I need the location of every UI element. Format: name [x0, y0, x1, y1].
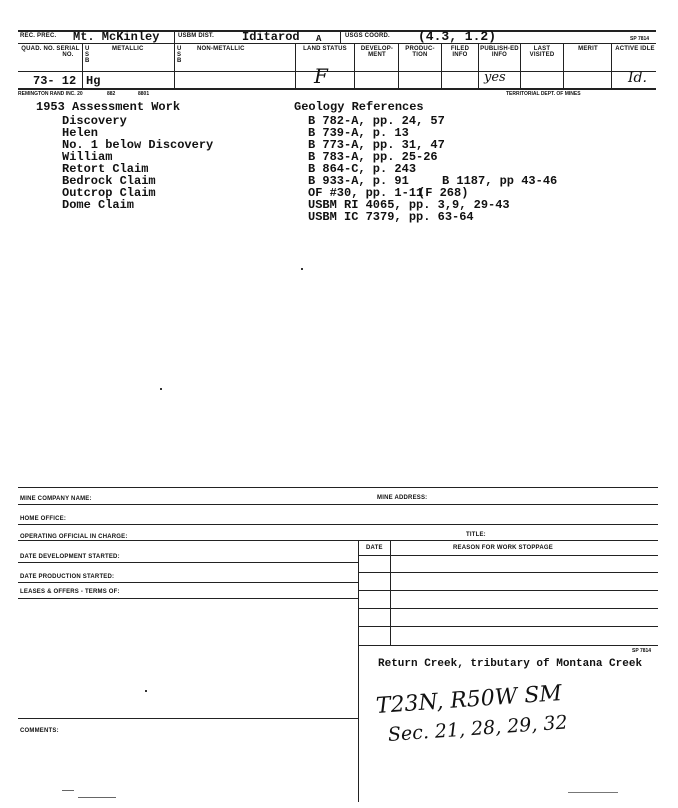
scribble-mark: [62, 790, 74, 791]
filed-info-label: FILED INFO: [450, 46, 470, 58]
assessment-item: Helen: [62, 126, 99, 140]
geology-ref: B 864-C, p. 243: [308, 162, 417, 176]
column-divider: [520, 43, 521, 88]
stray-mark: [145, 690, 147, 692]
date-production-label: DATE PRODUCTION STARTED:: [20, 574, 115, 580]
geology-ref: B 783-A, pp. 25-26: [308, 150, 438, 164]
last-visited-label: LAST VISITED: [529, 46, 555, 58]
lower-line: [18, 524, 658, 525]
assessment-item: William: [62, 150, 113, 164]
quad-value: 73- 12: [33, 74, 77, 88]
merit-label: MERIT: [578, 46, 598, 52]
published-info-label: PUBLISH-ED INFO: [480, 46, 519, 58]
printer-code-1: 882: [107, 91, 116, 97]
mine-company-label: MINE COMPANY NAME:: [20, 496, 92, 502]
stray-mark: [301, 268, 303, 270]
header-divider: [340, 30, 341, 43]
serial-label: SERIAL NO.: [56, 46, 80, 58]
development-label: DEVELOP-MENT: [360, 46, 394, 58]
rec-prec-value: Mt. McKinley: [73, 30, 160, 44]
assessment-item: Bedrock Claim: [62, 174, 156, 188]
form-number-bottom: SP 7814: [632, 648, 652, 654]
location-note: Return Creek, tributary of Montana Creek: [378, 658, 643, 670]
lower-top-line: [18, 487, 658, 488]
column-divider: [295, 43, 296, 88]
work-stoppage-line: [358, 555, 658, 556]
geology-ref: USBM IC 7379, pp. 63-64: [308, 210, 474, 224]
lower-line: [18, 504, 658, 505]
assessment-item: Discovery: [62, 114, 127, 128]
rec-prec-label: REC. PREC.: [20, 33, 57, 39]
usgs-coord-value: (4.3, 1.2): [418, 29, 497, 44]
leases-offers-label: LEASES & OFFERS - TERMS OF:: [20, 589, 120, 595]
comments-line: [18, 718, 358, 719]
assessment-item: Dome Claim: [62, 198, 135, 212]
form-number-top: SP 7814: [630, 36, 650, 42]
metallic-label: METALLIC: [112, 46, 144, 52]
usbm-dist-value: Iditarod: [242, 30, 300, 44]
work-stoppage-line: [358, 608, 658, 609]
usb-label-metallic: U S B: [85, 46, 90, 64]
work-stoppage-line: [358, 626, 658, 627]
geology-ref-b1187: B 1187, pp 43-46: [442, 174, 558, 188]
reason-column-label: REASON FOR WORK STOPPAGE: [453, 545, 553, 551]
lower-line: [18, 562, 358, 563]
date-column-divider: [390, 540, 391, 645]
column-divider: [354, 43, 355, 88]
geology-ref: B 773-A, pp. 31, 47: [308, 138, 445, 152]
assessment-item: Outcrop Claim: [62, 186, 156, 200]
lower-center-divider: [358, 540, 359, 802]
published-info-value: yes: [484, 70, 506, 85]
column-divider: [563, 43, 564, 88]
active-idle-value: Id.: [628, 70, 647, 86]
scribble-mark: [78, 797, 116, 798]
handwritten-sections: Sec. 21, 28, 29, 32: [387, 711, 569, 746]
assessment-list: [62, 115, 213, 211]
usb-label-nonmetallic: U S B: [177, 46, 182, 64]
scribble-mark: [568, 792, 618, 793]
geology-ref: B 739-A, p. 13: [308, 126, 409, 140]
lower-line: [18, 598, 358, 599]
geology-ref: B 782-A, pp. 24, 57: [308, 114, 445, 128]
geology-ref-list: [308, 115, 510, 223]
lower-line: [18, 540, 658, 541]
header-divider: [174, 30, 175, 43]
header-line-3: [18, 71, 656, 72]
assessment-title: 1953 Assessment Work: [36, 100, 181, 114]
work-stoppage-line: [358, 645, 658, 646]
work-stoppage-line: [358, 590, 658, 591]
title-label: TITLE:: [466, 532, 486, 538]
column-divider: [398, 43, 399, 88]
column-divider: [441, 43, 442, 88]
geology-ref: OF #30, pp. 1-11: [308, 186, 424, 200]
geology-ref: B 933-A, p. 91: [308, 174, 409, 188]
work-stoppage-line: [358, 572, 658, 573]
assessment-item: No. 1 below Discovery: [62, 138, 214, 152]
active-idle-label: ACTIVE IDLE: [615, 46, 655, 52]
production-label: PRODUC-TION: [405, 46, 435, 58]
lower-line: [18, 582, 358, 583]
metallic-value: Hg: [86, 74, 101, 88]
assessment-item: Retort Claim: [62, 162, 149, 176]
printer-code-2: 8801: [138, 91, 150, 97]
usgs-coord-label: USGS COORD.: [345, 33, 390, 39]
geology-ref-f268: (F 268): [418, 186, 469, 200]
column-divider: [611, 43, 612, 88]
land-status-value: F: [314, 64, 328, 88]
usbm-dist-code: A: [316, 34, 322, 44]
column-divider: [478, 43, 479, 88]
date-column-label: DATE: [366, 545, 383, 551]
geology-ref: USBM RI 4065, pp. 3,9, 29-43: [308, 198, 510, 212]
territorial-dept: TERRITORIAL DEPT. OF MINES: [506, 91, 581, 97]
quad-label: QUAD. NO.: [21, 46, 55, 52]
operating-official-label: OPERATING OFFICIAL IN CHARGE:: [20, 534, 128, 540]
date-development-label: DATE DEVELOPMENT STARTED:: [20, 554, 120, 560]
home-office-label: HOME OFFICE:: [20, 516, 67, 522]
nonmetallic-label: NON-METALLIC: [197, 46, 245, 52]
land-status-label: LAND STATUS: [303, 46, 347, 52]
mine-address-label: MINE ADDRESS:: [377, 495, 428, 501]
header-line-4: [18, 88, 656, 90]
handwritten-township: T23N, R50W SM: [375, 681, 563, 719]
printer-line: REMINGTON RAND INC. 20: [18, 91, 83, 97]
stray-mark: [160, 388, 162, 390]
usbm-dist-label: USBM DIST.: [178, 33, 215, 39]
geology-title: Geology References: [294, 100, 424, 114]
comments-label: COMMENTS:: [20, 728, 59, 734]
column-divider: [174, 43, 175, 88]
